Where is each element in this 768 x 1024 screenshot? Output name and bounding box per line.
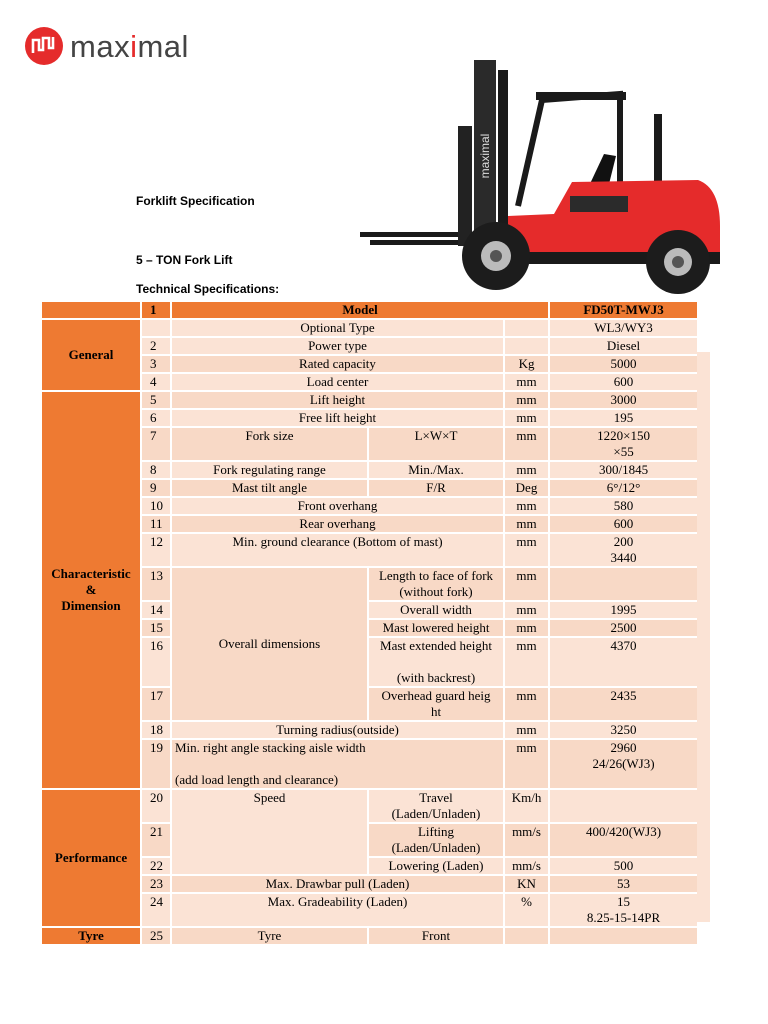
table-row: Performance 20 Speed Travel (Laden/Unladen) Km/h [41,789,697,823]
tech-specs-heading: Technical Specifications: [136,282,280,296]
group-characteristic-dimension: Characteristic & Dimension [41,391,141,789]
table-row: 22 Lowering (Laden) mm/s 500 [41,857,697,875]
table-row: Characteristic & Dimension 5 Lift height mm 3000 [41,391,697,409]
product-title: 5 – TON Fork Lift [136,253,233,267]
table-row: 9 Mast tilt angle F/R Deg 6°/12° [41,479,697,497]
header-model-label: Model [171,301,549,319]
table-row: General Optional Type WL3/WY3 [41,319,697,337]
table-row: 2 Power type Diesel [41,337,697,355]
table-row: 17 Overhead guard heig ht mm 2435 [41,687,697,721]
table-row: 15 Mast lowered height mm 2500 [41,619,697,637]
header-no: 1 [141,301,171,319]
table-row: 24 Max. Gradeability (Laden) % 15 8.25-15-14PR [41,893,697,927]
doc-title: Forklift Specification [136,194,255,208]
brand-wordmark: maximal [70,28,189,64]
table-row: 18 Turning radius(outside) mm 3250 [41,721,697,739]
mast-label: maximal [478,133,492,179]
table-row: 8 Fork regulating range Min./Max. mm 300/1845 [41,461,697,479]
table-row: 16 Mast extended height (with backrest) mm 4370 [41,637,697,687]
table-row: 4 Load center mm 600 [41,373,697,391]
table-row: 21 Lifting (Laden/Unladen) mm/s 400/420(WJ3) [41,823,697,857]
table-row: 6 Free lift height mm 195 [41,409,697,427]
table-row: Tyre 25 Tyre Front [41,927,697,944]
group-general: General [41,319,141,391]
spec-table [40,300,697,944]
table-row: 11 Rear overhang mm 600 [41,515,697,533]
table-row: 12 Min. ground clearance (Bottom of mast) mm 200 3440 [41,533,697,567]
group-performance: Performance [41,789,141,927]
table-header-row [41,301,697,319]
table-row: 14 Overall width mm 1995 [41,601,697,619]
table-row: 10 Front overhang mm 580 [41,497,697,515]
table-side-strip [696,352,710,922]
maximal-logo-icon [24,26,64,66]
header-model-value: FD50T-MWJ3 [549,301,697,319]
table-row: 3 Rated capacity Kg 5000 [41,355,697,373]
brand-logo [24,26,189,66]
group-tyre: Tyre [41,927,141,944]
table-row: 13 Overall dimensions Length to face of fork (without fork) mm [41,567,697,601]
table-row: 23 Max. Drawbar pull (Laden) KN 53 [41,875,697,893]
forklift-image [358,56,724,300]
table-row: 7 Fork size L×W×T mm 1220×150 ×55 [41,427,697,461]
table-row: 19 Min. right angle stacking aisle width (add load length and clearance) mm 2960 24/26(WJ3) [41,739,697,789]
